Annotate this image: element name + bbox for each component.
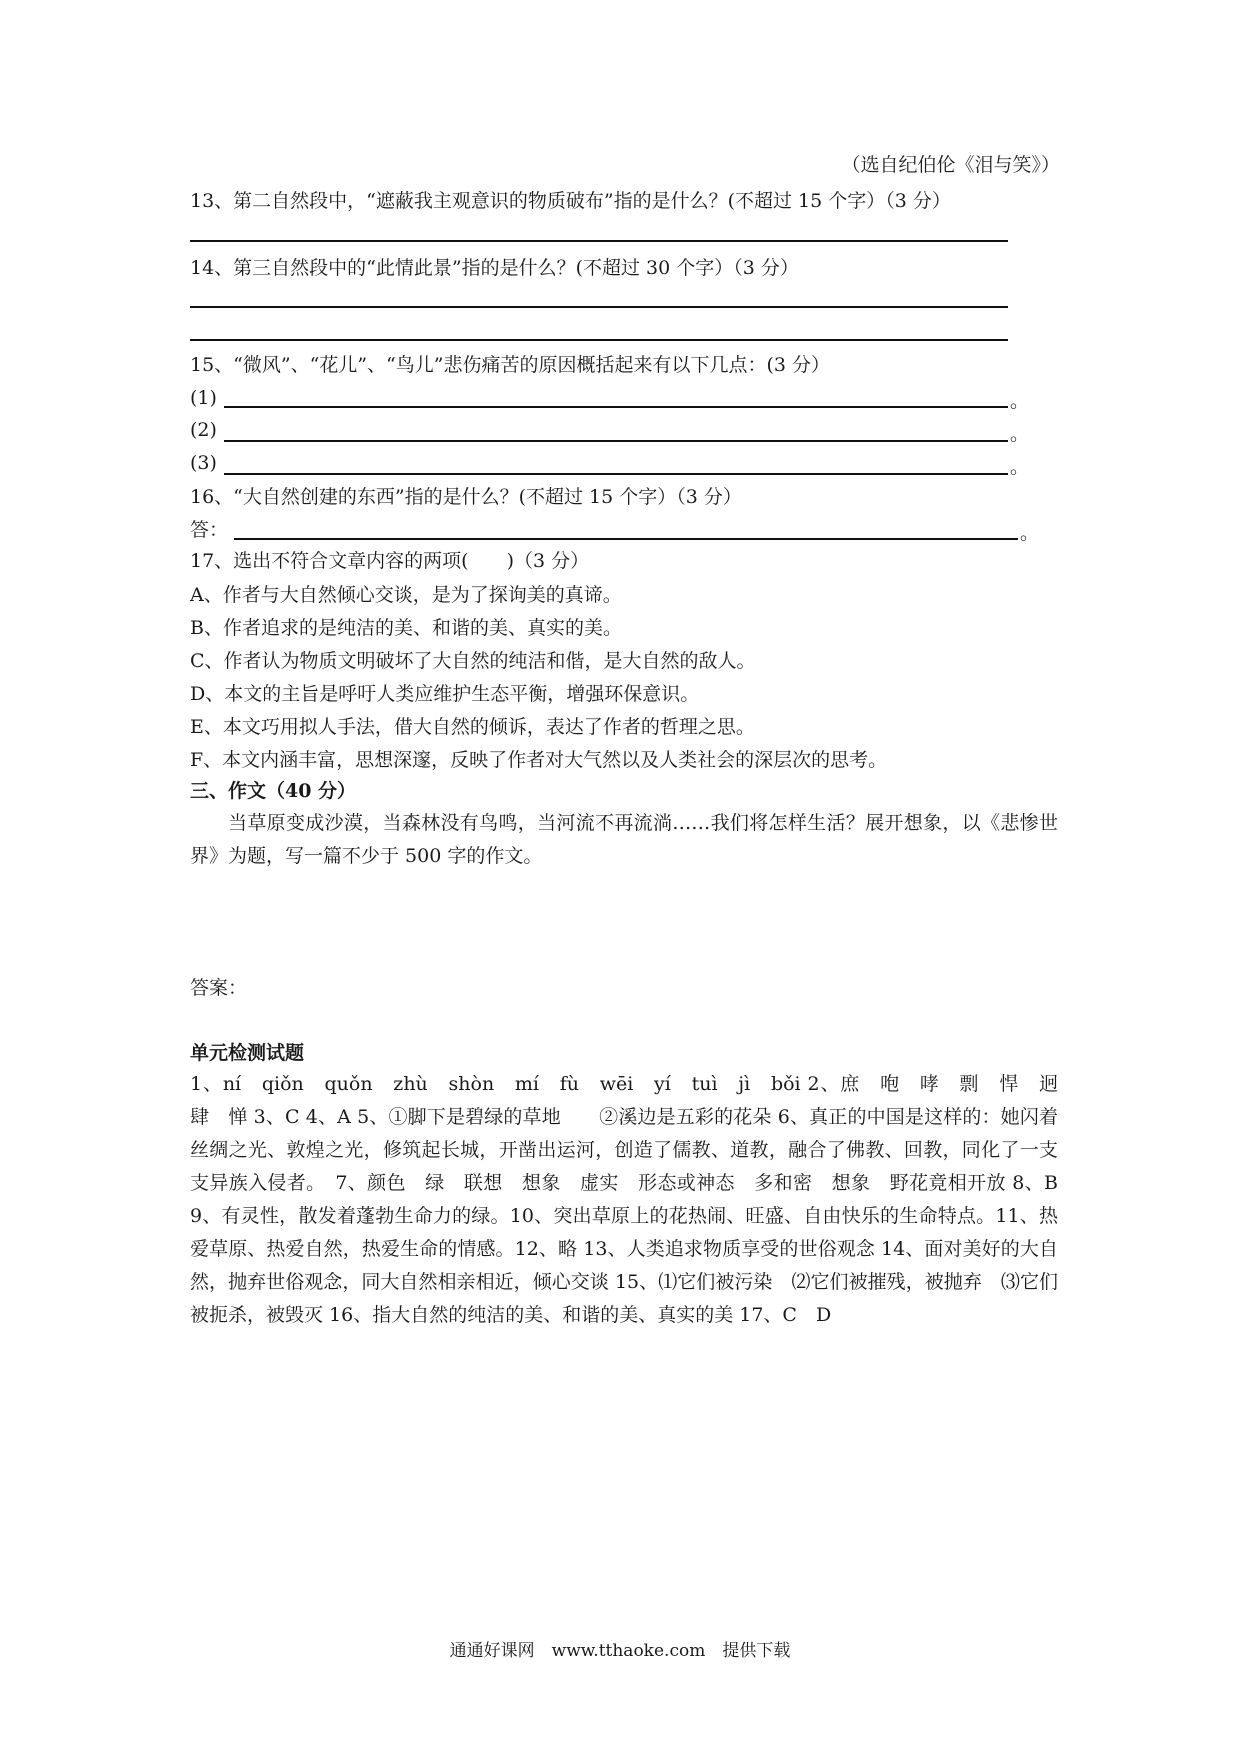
q16-period: 。 <box>1020 522 1040 544</box>
answer-line-14a[interactable] <box>190 306 1008 308</box>
q15-item-2-label: (2) <box>190 419 217 441</box>
footer-note: 通通好课网 www.tthaoke.com 提供下载 <box>449 1641 791 1661</box>
q15-item-3-label: (3) <box>190 452 217 474</box>
answer-line-13[interactable] <box>190 240 1008 242</box>
answer-line-15-2[interactable] <box>224 440 1008 442</box>
answer-line-14b[interactable] <box>190 339 1008 341</box>
answers-section-title: 单元检测试题 <box>190 1042 305 1064</box>
q15-item-1-label: (1) <box>190 387 217 409</box>
q16-answer-label: 答： <box>190 519 229 541</box>
answer-line-15-1[interactable] <box>224 406 1008 408</box>
q17-option-d: D、本文的主旨是呼吁人类应维护生态平衡，增强环保意识。 <box>190 683 700 705</box>
answer-line-16[interactable] <box>234 538 1018 540</box>
answer-line-15-3[interactable] <box>224 473 1008 475</box>
q17-option-e: E、本文巧用拟人手法，借大自然的倾诉，表达了作者的哲理之思。 <box>190 716 755 738</box>
q17-option-f: F、本文内涵丰富，思想深邃，反映了作者对大气然以及人类社会的深层次的思考。 <box>190 749 888 771</box>
composition-heading: 三、作文（40 分） <box>190 780 357 802</box>
composition-prompt: 当草原变成沙漠，当森林没有鸟鸣，当河流不再流淌……我们将怎样生活？展开想象，以《悲惨世界》为题，写一篇不少于 500 字的作文。 <box>190 812 1058 867</box>
q15-item-1-period: 。 <box>1010 390 1030 412</box>
answers-label: 答案： <box>190 977 248 999</box>
q17-option-c: C、作者认为物质文明破坏了大自然的纯洁和偕，是大自然的敌人。 <box>190 650 756 672</box>
question-16: 16、“大自然创建的东西”指的是什么？(不超过 15 个字）（3 分） <box>190 486 742 508</box>
source-note: （选自纪伯伦《泪与笑》） <box>841 154 1060 176</box>
q17-option-a: A、作者与大自然倾心交谈，是为了探询美的真谛。 <box>190 584 622 606</box>
question-17: 17、选出不符合文章内容的两项( )（3 分） <box>190 550 590 572</box>
question-13: 13、第二自然段中，“遮蔽我主观意识的物质破布”指的是什么？(不超过 15 个字）（3 分） <box>190 190 951 212</box>
q17-option-b: B、作者追求的是纯洁的美、和谐的美、真实的美。 <box>190 617 622 639</box>
q15-item-2-period: 。 <box>1010 423 1030 445</box>
question-15: 15、“微风”、“花儿”、“鸟儿”悲伤痛苦的原因概括起来有以下几点：(3 分） <box>190 354 830 376</box>
q15-item-3-period: 。 <box>1010 456 1030 478</box>
answers-text: 1、ní qiǒn quǒn zhù shòn mí fù wēi yí tuì jì bǒi 2、庶 咆 哮 剽 悍 迥 肆 惮 3、C 4、A 5、①脚下是碧绿的草地 ②溪边是五彩的花朵 6、真正的中国是这样的：她闪着丝绸之光、敦煌之光，修筑起长城，开凿出运河，创造了儒教、道教，融合了佛教、回教，同化了一支支异族入侵者。 7、颜色 绿 联想 想象 虚实 形态或神态 多和密 想象 野花竟相开放 8、B 9、有灵性，散发着蓬勃生命力的绿。10、突出草原上的花热闹、旺盛、自由快乐的生命特点。11、热爱草原、热爱自然，热爱生命的情感。12、略 13、人类追求物质享受的世俗观念 14、面对美好的大自然，抛弃世俗观念，同大自然相亲相近，倾心交谈 15、⑴它们被污染 ⑵它们被摧残，被抛弃 ⑶它们被扼杀，被毁灭 16、指大自然的纯洁的美、和谐的美、真实的美 17、C D <box>190 1073 1078 1326</box>
question-14: 14、第三自然段中的“此情此景”指的是什么？(不超过 30 个字）（3 分） <box>190 257 799 279</box>
